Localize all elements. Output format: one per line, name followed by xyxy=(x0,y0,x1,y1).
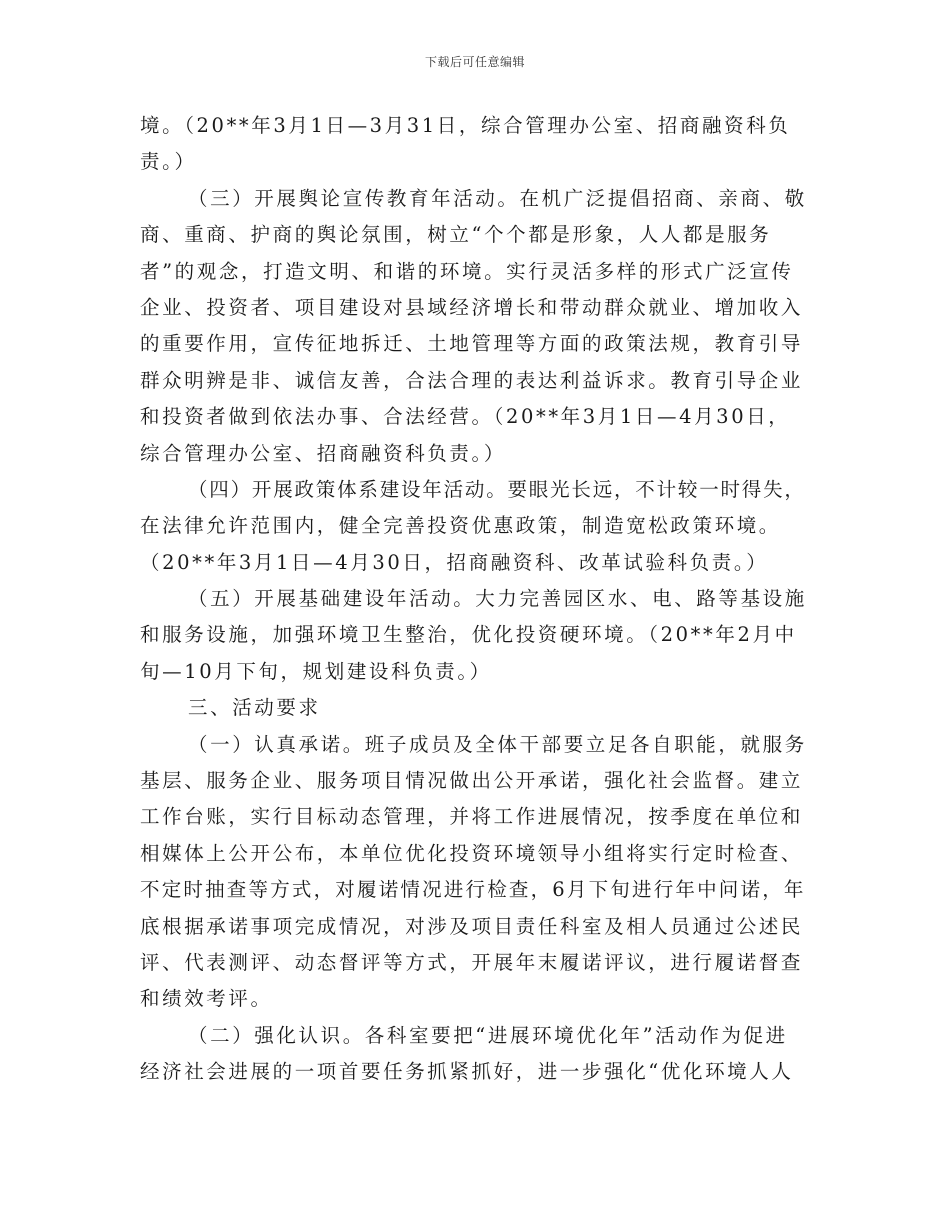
text-line: 者”的观念，打造文明、和谐的环境。实行灵活多样的形式广泛宣传 xyxy=(140,259,794,283)
page-header: 下载后可任意编辑 xyxy=(424,55,525,69)
text-line: （一）认真承诺。班子成员及全体干部要立足各自职能，就服务 xyxy=(188,732,807,756)
text-line: 和服务设施，加强环境卫生整治，优化投资硬环境。（20**年2月中 xyxy=(140,623,797,647)
text-line: 旬—10月下旬，规划建设科负责。） xyxy=(140,659,492,683)
text-line: 三、活动要求 xyxy=(188,696,321,720)
text-line: 境。（20**年3月1日—3月31日，综合管理办公室、招商融资科负 xyxy=(140,114,791,137)
text-line: 责。） xyxy=(140,150,197,174)
text-line: 评、代表测评、动态督评等方式，开展年末履诺评议，进行履诺督查 xyxy=(140,950,804,974)
text-line: 商、重商、护商的舆论氛围，树立“个个都是形象，人人都是服务 xyxy=(140,223,772,247)
text-line: （四）开展政策体系建设年活动。要眼光长远，不计较一时得失， xyxy=(188,477,806,501)
text-line: 不定时抽查等方式，对履诺情况进行检查，6月下旬进行年中问诺，年 xyxy=(140,878,806,902)
text-line: （20**年3月1日—4月30日，招商融资科、改革试验科负责。） xyxy=(140,550,769,574)
text-line: 在法律允许范围内，健全完善投资优惠政策，制造宽松政策环境。 xyxy=(140,514,781,538)
text-line: 综合管理办公室、招商融资科负责。） xyxy=(140,441,506,465)
text-line: （三）开展舆论宣传教育年活动。在机广泛提倡招商、亲商、敬 xyxy=(188,186,807,210)
text-line: 的重要作用，宣传征地拆迁、土地管理等方面的政策法规，教育引导 xyxy=(140,332,804,356)
text-line: 底根据承诺事项完成情况，对涉及项目责任科室及相人员通过公述民 xyxy=(140,914,804,938)
text-line: 群众明辨是非、诚信友善，合法合理的表达利益诉求。教育引导企业 xyxy=(140,368,804,392)
text-line: 相媒体上公开公布，本单位优化投资环境领导小组将实行定时检查、 xyxy=(140,841,804,865)
text-line: 工作台账，实行目标动态管理，并将工作进展情况，按季度在单位和 xyxy=(140,805,804,829)
text-line: 基层、服务企业、服务项目情况做出公开承诺，强化社会监督。建立 xyxy=(140,769,804,793)
text-line: 经济社会进展的一项首要任务抓紧抓好，进一步强化“优化环境人人 xyxy=(140,1060,794,1084)
text-line: （二）强化认识。各科室要把“进展环境优化年”活动作为促进 xyxy=(188,1023,788,1047)
text-line: 和绩效考评。 xyxy=(140,987,273,1011)
document-body xyxy=(140,108,808,1091)
text-line: （五）开展基础建设年活动。大力完善园区水、电、路等基设施 xyxy=(188,587,807,611)
text-line: 和投资者做到依法办事、合法经营。（20**年3月1日—4月30日， xyxy=(140,405,791,429)
text-line: 企业、投资者、项目建设对县域经济增长和带动群众就业、增加收入 xyxy=(140,295,804,319)
